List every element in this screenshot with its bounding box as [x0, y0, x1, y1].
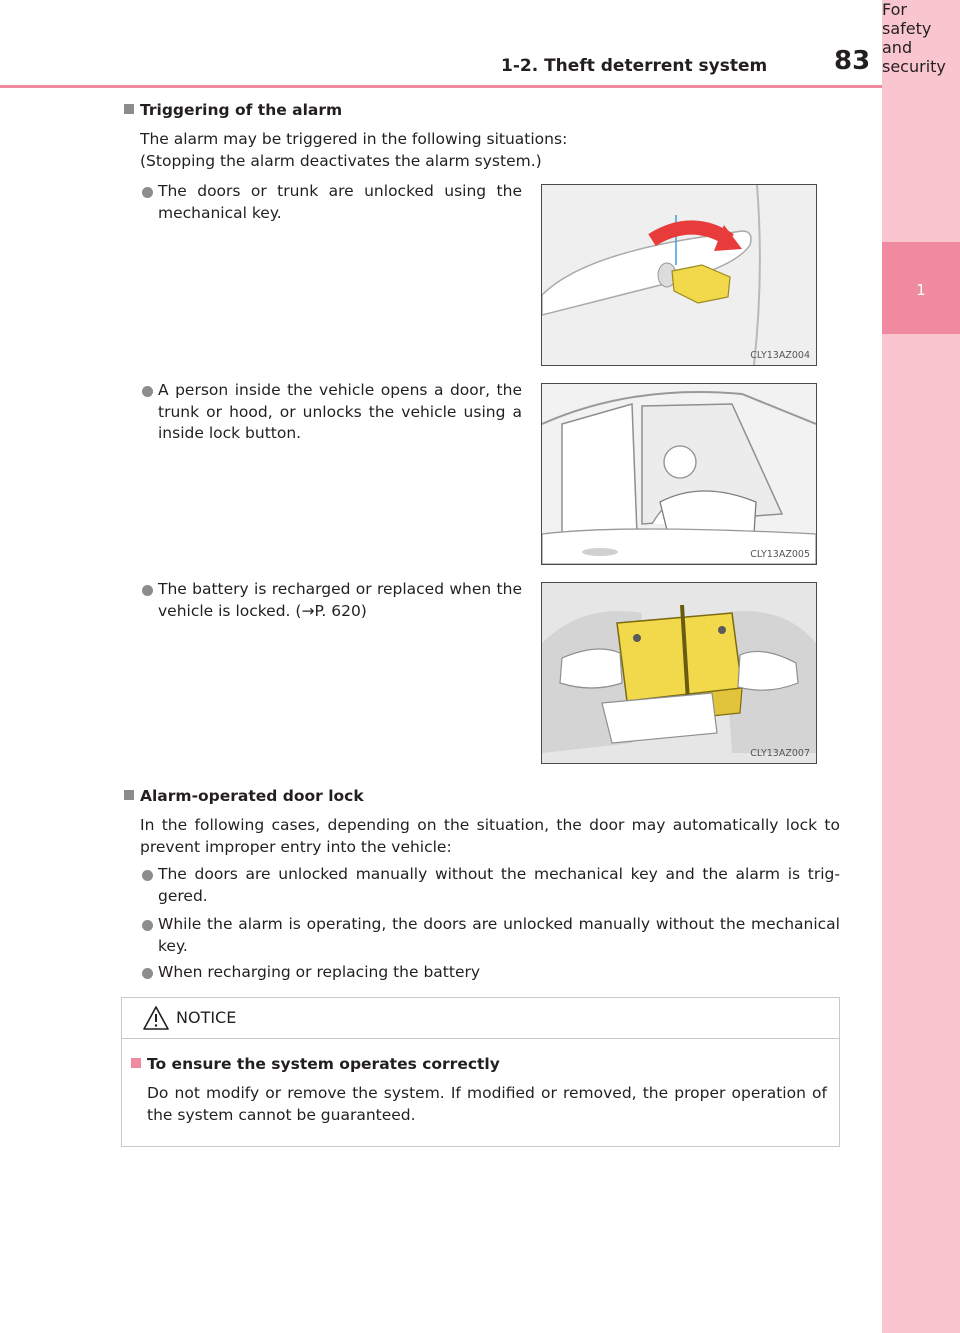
door-lock-heading-text: Alarm-operated door lock	[140, 787, 364, 805]
triggering-heading-text: Triggering of the alarm	[140, 101, 343, 119]
bullet-dot-icon	[142, 386, 153, 397]
triggering-item-2-text: A person inside the vehicle opens a door, the trunk or hood, or unlocks the vehicle using a inside lock button.	[158, 381, 522, 442]
triggering-intro-line2: (Stopping the alarm deactivates the alarm system.)	[140, 151, 542, 170]
bullet-dot-icon	[142, 920, 153, 931]
notice-heading	[131, 1055, 500, 1073]
door-lock-item-1-text: The doors are unlocked manually without the mechanical key and the alarm is trig-gered.	[158, 865, 840, 905]
triggering-item-1-text: The doors or trunk are unlocked using the mechanical key.	[158, 182, 522, 222]
battery-replacement-illustration	[542, 583, 816, 763]
bullet-dot-icon	[142, 585, 153, 596]
triggering-heading	[124, 101, 342, 119]
triggering-intro-line1: The alarm may be triggered in the following situations:	[140, 130, 568, 148]
door-lock-item-2-text: While the alarm is operating, the doors are unlocked manually without the mechanical key.	[158, 915, 840, 955]
figure-inside-lock	[541, 383, 817, 565]
notice-title: NOTICE	[176, 1008, 237, 1027]
notice-body: Do not modify or remove the system. If modified or removed, the proper operation of the system cannot be guaranteed.	[147, 1084, 827, 1124]
triggering-intro	[140, 129, 600, 172]
bullet-dot-icon	[142, 187, 153, 198]
figure-code-3: CLY13AZ007	[750, 748, 810, 759]
figure-mechanical-key	[541, 184, 817, 366]
chapter-number: 1	[916, 281, 926, 299]
triggering-item-3-text: The battery is recharged or replaced when the vehicle is locked. (→P. 620)	[158, 580, 522, 620]
bullet-dot-icon	[142, 870, 153, 881]
door-lock-heading	[124, 787, 364, 805]
notice-heading-text: To ensure the system operates correctly	[147, 1055, 500, 1073]
triggering-item-1	[158, 181, 522, 224]
header-rule	[0, 85, 882, 88]
figure-code-1: CLY13AZ004	[750, 350, 810, 361]
chapter-title: For safety and security	[882, 0, 946, 76]
door-lock-item-3-text: When recharging or replacing the battery	[158, 963, 481, 981]
triggering-item-3	[158, 579, 522, 622]
person-in-car-illustration	[542, 384, 816, 564]
figure-battery	[541, 582, 817, 764]
figure-code-2: CLY13AZ005	[750, 549, 810, 560]
door-lock-intro: In the following cases, depending on the situation, the door may automatically lock to prevent improper entry into the vehicle:	[140, 816, 840, 856]
bullet-dot-icon	[142, 968, 153, 979]
notice-box	[121, 997, 840, 1147]
page-number: 83	[834, 46, 871, 76]
door-lock-item-2	[158, 914, 840, 957]
notice-title-bar	[122, 998, 839, 1039]
door-handle-key-illustration	[542, 185, 816, 365]
square-bullet-icon	[131, 1058, 141, 1068]
triggering-item-2	[158, 380, 522, 445]
section-title: 1-2. Theft deterrent system	[501, 56, 768, 76]
square-bullet-icon	[124, 790, 134, 800]
page-header	[0, 0, 882, 86]
door-lock-item-3	[158, 962, 840, 984]
door-lock-item-1	[158, 864, 840, 907]
warning-triangle-icon	[142, 1005, 170, 1031]
square-bullet-icon	[124, 104, 134, 114]
